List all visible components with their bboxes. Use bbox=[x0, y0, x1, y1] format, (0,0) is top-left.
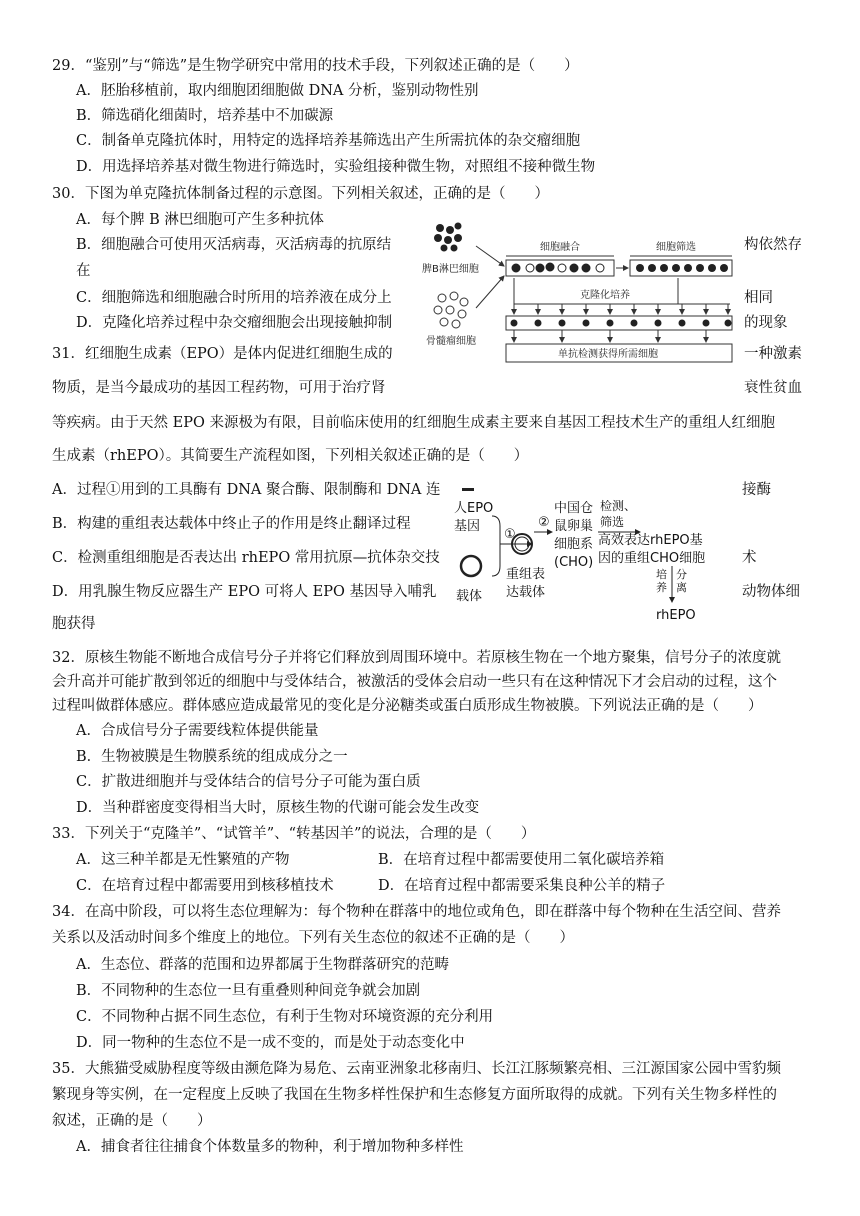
cho-label-1: 中国仓 bbox=[554, 501, 594, 516]
cho-label-3: 细胞系 bbox=[554, 537, 594, 552]
q30-option-c: C．细胞筛选和细胞融合时所用的培养液在成分上 bbox=[76, 290, 392, 306]
q33-stem: 33．下列关于“克隆羊”、“试管羊”、“转基因羊”的说法，合理的是（ ） bbox=[52, 826, 536, 842]
q29-option-c: C．制备单克隆抗体时，用特定的选择培养基筛选出产生所需抗体的杂交瘤细胞 bbox=[76, 133, 581, 149]
cloning-label: 克隆化培养 bbox=[580, 290, 630, 301]
q31-stem-line1: 31．红细胞生成素（EPO）是体内促进红细胞生成的 bbox=[52, 346, 393, 362]
q30-option-d-tail: 的现象 bbox=[744, 315, 788, 331]
q32-stem-line3: 过程叫做群体感应。群体感应造成最常见的变化是分泌糖类或蛋白质形成生物被膜。下列说法正确的是（ ） bbox=[52, 698, 763, 714]
q29-stem: 29．“鉴别”与“筛选”是生物学研究中常用的技术手段，下列叙述正确的是（ ） bbox=[52, 58, 579, 74]
cho-label-2: 鼠卵巢 bbox=[554, 519, 594, 534]
detect-label-1: 检测、 bbox=[600, 499, 637, 513]
q30-option-c-tail: 相同 bbox=[744, 290, 773, 306]
myeloma-label: 骨髓瘤细胞 bbox=[426, 336, 476, 347]
cho-label-4: (CHO) bbox=[554, 555, 594, 570]
detect-label: 单抗检测获得所需细胞 bbox=[558, 349, 658, 360]
recombinant-label-1: 重组表 bbox=[506, 567, 546, 582]
q29-option-a: A．胚胎移植前，取内细胞团细胞做 DNA 分析，鉴别动物性别 bbox=[76, 83, 479, 99]
q31-option-a: A．过程①用到的工具酶有 DNA 聚合酶、限制酶和 DNA 连 bbox=[52, 482, 441, 498]
q30-option-d: D．克隆化培养过程中杂交瘤细胞会出现接触抑制 bbox=[76, 315, 393, 331]
q34-stem-line2: 关系以及活动时间多个维度上的地位。下列有关生态位的叙述不正确的是（ ） bbox=[52, 930, 574, 946]
q29-option-d: D．用选择培养基对微生物进行筛选时，实验组接种微生物，对照组不接种微生物 bbox=[76, 159, 596, 175]
q31-option-d-tail: 动物体细 bbox=[742, 584, 800, 600]
q34-option-a: A．生态位、群落的范围和边界都属于生物群落研究的范畴 bbox=[76, 957, 449, 973]
q31-stem-line1-tail: 一种激素 bbox=[744, 346, 802, 362]
q31-option-c: C．检测重组细胞是否表达出 rhEPO 常用抗原—抗体杂交技 bbox=[52, 550, 440, 566]
gene-label-1: 人EPO bbox=[454, 501, 494, 516]
vector-label: 载体 bbox=[456, 589, 483, 604]
q31-stem-line3: 等疾病。由于天然 EPO 来源极为有限，目前临床使用的红细胞生成素主要来自基因工程技术生产的重组人红细胞 bbox=[52, 415, 775, 431]
gene-bar bbox=[462, 488, 474, 491]
q34-stem-line1: 34．在高中阶段，可以将生态位理解为：每个物种在群落中的地位或角色，即在群落中每个物种在生活空间、营养 bbox=[52, 904, 781, 920]
spleen-b-cells-icon bbox=[434, 223, 462, 252]
q32-option-b: B．生物被膜是生物膜系统的组成成分之一 bbox=[76, 749, 348, 765]
q33-option-b: B．在培育过程中都需要使用二氧化碳培养箱 bbox=[378, 852, 665, 868]
q31-option-b: B．构建的重组表达载体中终止子的作用是终止翻译过程 bbox=[52, 516, 411, 532]
detect-arrows bbox=[514, 330, 706, 342]
step-1-label: ① bbox=[504, 527, 516, 542]
fusion-label: 细胞融合 bbox=[540, 242, 580, 253]
high-expression-label-2: 因的重组CHO细胞 bbox=[598, 551, 706, 566]
q30-option-b: B．细胞融合可使用灭活病毒，灭活病毒的抗原结 bbox=[76, 237, 392, 253]
detect-label-2: 筛选 bbox=[600, 515, 625, 529]
q31-option-d-cont: 胞获得 bbox=[52, 616, 96, 632]
q33-option-d: D．在培育过程中都需要采集良种公羊的精子 bbox=[378, 878, 666, 894]
q34-option-b: B．不同物种的生态位一旦有重叠则种间竞争就会加剧 bbox=[76, 983, 421, 999]
q31-option-d: D．用乳腺生物反应器生产 EPO 可将人 EPO 基因导入哺乳 bbox=[52, 584, 437, 600]
high-expression-label-1: 高效表达rhEPO基 bbox=[598, 533, 703, 548]
q32-stem-line1: 32．原核生物能不断地合成信号分子并将它们释放到周围环境中。若原核生物在一个地方聚集，信号分子的浓度就 bbox=[52, 650, 781, 666]
clone-arrows bbox=[514, 304, 728, 314]
step-2-label: ② bbox=[538, 515, 550, 530]
q30-option-a: A．每个脾 B 淋巴细胞可产生多种抗体 bbox=[76, 212, 324, 228]
q30-option-b-cont: 在 bbox=[76, 263, 91, 279]
q31-stem-line2-tail: 衰性贫血 bbox=[744, 380, 802, 396]
q32-stem-line2: 会升高并可能扩散到邻近的细胞中与受体结合，被激活的受体会启动一些只有在这种情况下才会启动的过程，这个 bbox=[52, 674, 777, 690]
separate-label: 分离 bbox=[676, 568, 687, 594]
myeloma-cells-icon bbox=[434, 292, 468, 328]
q29-option-b: B．筛选硝化细菌时，培养基中不加碳源 bbox=[76, 108, 334, 124]
q31-option-a-tail: 接酶 bbox=[742, 482, 771, 498]
spleen-label: 脾B淋巴细胞 bbox=[422, 264, 479, 275]
recombinant-label-2: 达载体 bbox=[506, 585, 546, 600]
q35-stem-line1: 35．大熊猫受威胁程度等级由濒危降为易危、云南亚洲象北移南归、长江江豚频繁亮相、三江源国家公园中雪豹频 bbox=[52, 1061, 781, 1077]
q30-stem: 30．下图为单克隆抗体制备过程的示意图。下列相关叙述，正确的是（ ） bbox=[52, 186, 549, 202]
q32-option-c: C．扩散进细胞并与受体结合的信号分子可能为蛋白质 bbox=[76, 774, 421, 790]
q33-option-a: A．这三种羊都是无性繁殖的产物 bbox=[76, 852, 290, 868]
culture-label: 培养 bbox=[656, 568, 667, 594]
gene-label-2: 基因 bbox=[454, 519, 481, 534]
q35-stem-line3: 叙述，正确的是（ ） bbox=[52, 1113, 212, 1129]
screening-label: 细胞筛选 bbox=[656, 242, 696, 253]
rhepo-product-label: rhEPO bbox=[656, 608, 696, 623]
q31-stem-line4: 生成素（rhEPO）。其简要生产流程如图，下列相关叙述正确的是（ ） bbox=[52, 448, 529, 464]
q34-option-d: D．同一物种的生态位不是一成不变的，而是处于动态变化中 bbox=[76, 1035, 465, 1051]
q32-option-d: D．当种群密度变得相当大时，原核生物的代谢可能会发生改变 bbox=[76, 800, 480, 816]
q30-option-b-tail: 构依然存 bbox=[744, 237, 802, 253]
q31-option-c-tail: 术 bbox=[742, 550, 757, 566]
vector-icon bbox=[461, 556, 481, 576]
q31-stem-line2: 物质，是当今最成功的基因工程药物，可用于治疗肾 bbox=[52, 380, 386, 396]
q32-option-a: A．合成信号分子需要线粒体提供能量 bbox=[76, 723, 319, 739]
monoclonal-antibody-diagram bbox=[418, 218, 738, 368]
q33-option-c: C．在培育过程中都需要用到核移植技术 bbox=[76, 878, 334, 894]
rhepo-production-diagram bbox=[452, 486, 736, 606]
q35-stem-line2: 繁现身等实例，在一定程度上反映了我国在生物多样性保护和生态修复方面所取得的成就。下列有关生物多样性的 bbox=[52, 1087, 777, 1103]
q35-option-a: A．捕食者往往捕食个体数量多的物种，利于增加物种多样性 bbox=[76, 1139, 464, 1155]
q34-option-c: C．不同物种占据不同生态位，有利于生物对环境资源的充分利用 bbox=[76, 1009, 494, 1025]
screening-box bbox=[630, 260, 732, 276]
